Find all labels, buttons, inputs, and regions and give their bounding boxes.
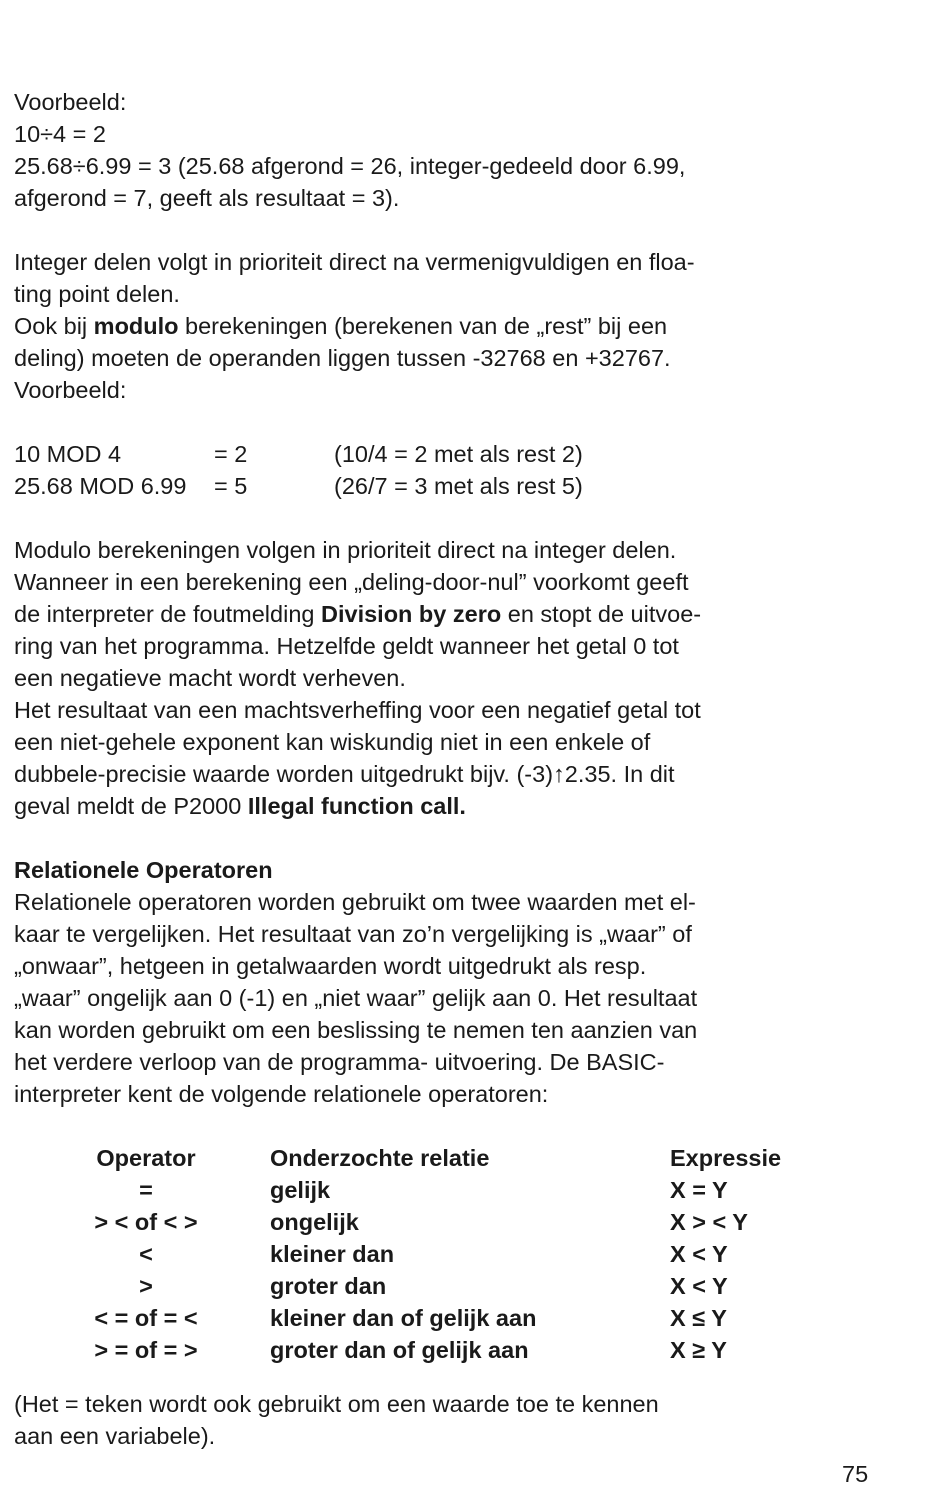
voorbeeld-label: Voorbeeld: [14, 89, 127, 115]
voorbeeld-label: Voorbeeld: [14, 377, 127, 403]
operator-cell: > [139, 1273, 153, 1299]
bold-term: modulo [93, 313, 179, 339]
operator-cell: > < of < > [94, 1209, 198, 1235]
body-line: Modulo berekeningen volgen in prioriteit direct na integer delen. [14, 537, 677, 563]
body-line: „waar” ongelijk aan 0 (-1) en „niet waar” gelijk aan 0. Het resultaat [14, 985, 698, 1011]
body-line: Het resultaat van een machtsverheffing voor een negatief getal tot [14, 697, 701, 723]
example-line: afgerond = 7, geeft als resultaat = 3). [14, 185, 400, 211]
footnote-line: aan een variabele). [14, 1423, 216, 1449]
operator-cell: = [139, 1177, 153, 1203]
body-line: het verdere verloop van de programma- uitvoering. De BASIC- [14, 1049, 665, 1075]
relation-cell: ongelijk [270, 1209, 359, 1235]
column-header: Operator [96, 1145, 196, 1171]
section-heading: Relationele Operatoren [14, 857, 273, 883]
operator-cell: < = of = < [94, 1305, 198, 1331]
body-line: ring van het programma. Hetzelfde geldt wanneer het getal 0 tot [14, 633, 679, 659]
body-line: Ook bij modulo berekeningen (berekenen van de „rest” bij een [14, 313, 668, 339]
bold-term: Division by zero [321, 601, 502, 627]
body-line: een niet-gehele exponent kan wiskundig niet in een enkele of [14, 729, 651, 755]
example-line: 25.68÷6.99 = 3 (25.68 afgerond = 26, integer-gedeeld door 6.99, [14, 153, 686, 179]
expression-cell: X ≥ Y [670, 1337, 727, 1363]
relation-cell: groter dan [270, 1273, 387, 1299]
column-header: Onderzochte relatie [270, 1145, 490, 1171]
body-line: deling) moeten de operanden liggen tussen -32768 en +32767. [14, 345, 671, 371]
relation-cell: kleiner dan of gelijk aan [270, 1305, 537, 1331]
table-row [22, 1302, 870, 1334]
example-line: 10÷4 = 2 [14, 121, 106, 147]
mod-example-row: 10 MOD 4 = 2 (10/4 = 2 met als rest 2) [14, 441, 583, 467]
expression-cell: X = Y [670, 1177, 728, 1203]
operators-table [22, 1142, 870, 1366]
page-number: 75 [842, 1461, 869, 1487]
body-line: kaar te vergelijken. Het resultaat van zo’n vergelijking is „waar” of [14, 921, 692, 947]
body-line: dubbele-precisie waarde worden uitgedrukt bijv. (-3)↑2.35. In dit [14, 761, 675, 787]
operator-cell: < [139, 1241, 153, 1267]
body-line: Relationele operatoren worden gebruikt om twee waarden met el- [14, 889, 696, 915]
body-line: een negatieve macht wordt verheven. [14, 665, 406, 691]
expression-cell: X < Y [670, 1241, 728, 1267]
expression-cell: X > < Y [670, 1209, 748, 1235]
table-row [22, 1334, 870, 1366]
table-row [22, 1174, 870, 1206]
relation-cell: groter dan of gelijk aan [270, 1337, 529, 1363]
table-row [22, 1238, 870, 1270]
body-line: de interpreter de foutmelding Division by zero en stopt de uitvoe- [14, 601, 702, 627]
body-line: „onwaar”, hetgeen in getalwaarden wordt uitgedrukt als resp. [14, 953, 647, 979]
table-header-row [22, 1142, 870, 1174]
relation-cell: kleiner dan [270, 1241, 395, 1267]
table-row [22, 1206, 870, 1238]
body-line: geval meldt de P2000 Illegal function call. [14, 793, 466, 819]
relation-cell: gelijk [270, 1177, 331, 1203]
body-line: Integer delen volgt in prioriteit direct na vermenigvuldigen en floa- [14, 249, 695, 275]
body-line: interpreter kent de volgende relationele operatoren: [14, 1081, 549, 1107]
body-line: kan worden gebruikt om een beslissing te nemen ten aanzien van [14, 1017, 698, 1043]
column-header: Expressie [670, 1145, 782, 1171]
expression-cell: X < Y [670, 1273, 728, 1299]
body-line: ting point delen. [14, 281, 180, 307]
mod-example-row: 25.68 MOD 6.99 = 5 (26/7 = 3 met als rest 5) [14, 473, 583, 499]
operator-cell: > = of = > [94, 1337, 198, 1363]
expression-cell: X ≤ Y [670, 1305, 727, 1331]
footnote-line: (Het = teken wordt ook gebruikt om een waarde toe te kennen [14, 1391, 659, 1417]
table-row [22, 1270, 870, 1302]
body-line: Wanneer in een berekening een „deling-door-nul” voorkomt geeft [14, 569, 689, 595]
page-body [14, 86, 904, 1452]
bold-term: Illegal function call. [247, 793, 466, 819]
